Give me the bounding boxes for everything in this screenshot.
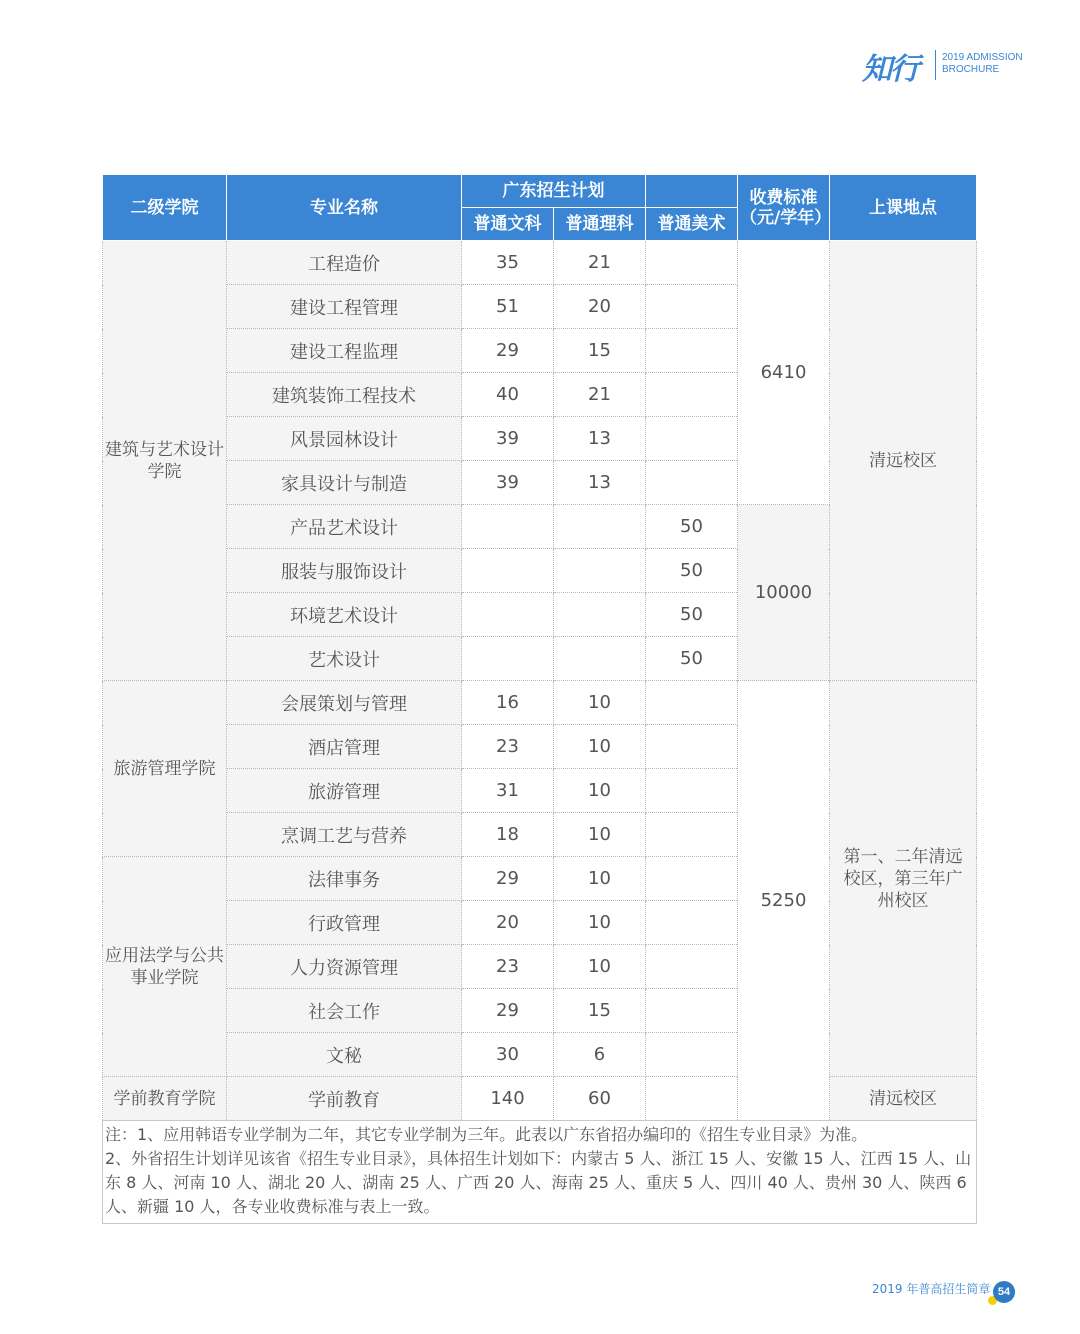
major-cell: 人力资源管理 (227, 945, 462, 989)
brand-logo: 知行 (862, 52, 918, 87)
arts-cell (462, 593, 554, 637)
arts-cell: 18 (462, 813, 554, 857)
page-number-badge: 54 (993, 1281, 1015, 1303)
science-cell: 13 (554, 417, 646, 461)
major-cell: 建设工程监理 (227, 329, 462, 373)
major-cell: 工程造价 (227, 241, 462, 285)
major-cell: 法律事务 (227, 857, 462, 901)
major-cell: 建设工程管理 (227, 285, 462, 329)
major-cell: 文秘 (227, 1033, 462, 1077)
science-cell: 10 (554, 945, 646, 989)
brand-header (862, 44, 1042, 88)
brand-caption (942, 52, 1023, 76)
major-cell: 艺术设计 (227, 637, 462, 681)
location-cell: 清远校区 (830, 1077, 977, 1121)
fine-arts-cell (646, 769, 738, 813)
science-cell: 10 (554, 769, 646, 813)
header-location: 上课地点 (830, 175, 977, 241)
fine-arts-cell (646, 945, 738, 989)
fine-arts-cell (646, 857, 738, 901)
science-cell (554, 593, 646, 637)
science-cell: 13 (554, 461, 646, 505)
brand-line1: 2019 ADMISSION (942, 52, 1023, 63)
arts-cell: 29 (462, 329, 554, 373)
header-major: 专业名称 (227, 175, 462, 241)
location-cell: 清远校区 (830, 241, 977, 681)
footer-title: 2019 年普高招生简章 (872, 1282, 991, 1296)
college-cell: 应用法学与公共事业学院 (103, 857, 227, 1077)
arts-cell (462, 637, 554, 681)
header-fine-arts: 普通美术 (646, 208, 738, 241)
arts-cell: 29 (462, 857, 554, 901)
header-arts: 普通文科 (462, 208, 554, 241)
major-cell: 家具设计与制造 (227, 461, 462, 505)
fine-arts-cell (646, 725, 738, 769)
science-cell: 21 (554, 241, 646, 285)
admission-plan-table (102, 174, 977, 1224)
science-cell: 15 (554, 989, 646, 1033)
fine-arts-cell: 50 (646, 637, 738, 681)
fine-arts-cell (646, 461, 738, 505)
arts-cell: 39 (462, 461, 554, 505)
science-cell: 6 (554, 1033, 646, 1077)
fine-arts-cell (646, 989, 738, 1033)
science-cell: 15 (554, 329, 646, 373)
header-plan-blank (646, 175, 738, 208)
arts-cell: 31 (462, 769, 554, 813)
table-row (103, 681, 977, 725)
science-cell: 60 (554, 1077, 646, 1121)
header-fee: 收费标准（元/学年） (738, 175, 830, 241)
major-cell: 风景园林设计 (227, 417, 462, 461)
science-cell: 10 (554, 901, 646, 945)
fee-cell: 5250 (738, 681, 830, 1121)
fine-arts-cell (646, 1033, 738, 1077)
science-cell (554, 505, 646, 549)
fee-cell: 10000 (738, 505, 830, 681)
major-cell: 会展策划与管理 (227, 681, 462, 725)
arts-cell: 140 (462, 1077, 554, 1121)
fee-cell: 6410 (738, 241, 830, 505)
fine-arts-cell (646, 241, 738, 285)
college-cell: 建筑与艺术设计学院 (103, 241, 227, 681)
major-cell: 服装与服饰设计 (227, 549, 462, 593)
arts-cell: 20 (462, 901, 554, 945)
major-cell: 烹调工艺与营养 (227, 813, 462, 857)
fine-arts-cell (646, 373, 738, 417)
arts-cell: 23 (462, 945, 554, 989)
arts-cell: 29 (462, 989, 554, 1033)
table-note: 注：1、应用韩语专业学制为二年，其它专业学制为三年。此表以广东省招办编印的《招生专业目录》为准。 2、外省招生计划详见该省《招生专业目录》，具体招生计划如下：内蒙古 5 人、浙江 15 人、安徽 15 人、江西 15 人、山东 8 人、河南 10 人、湖北 20 人、湖南 25 人、广西 20 人、海南 25 人、重庆 5 人、四川 40 人、贵州 30 人、陕西 6 人、新疆 10 人，各专业收费标准与表上一致。 (103, 1121, 977, 1224)
table-row (103, 241, 977, 285)
arts-cell: 39 (462, 417, 554, 461)
arts-cell: 51 (462, 285, 554, 329)
fine-arts-cell: 50 (646, 505, 738, 549)
arts-cell (462, 549, 554, 593)
arts-cell: 23 (462, 725, 554, 769)
science-cell: 20 (554, 285, 646, 329)
header-plan-group: 广东招生计划 (462, 175, 646, 208)
fine-arts-cell (646, 417, 738, 461)
science-cell (554, 637, 646, 681)
fine-arts-cell (646, 285, 738, 329)
arts-cell (462, 505, 554, 549)
science-cell: 10 (554, 725, 646, 769)
arts-cell: 40 (462, 373, 554, 417)
fine-arts-cell (646, 901, 738, 945)
arts-cell: 30 (462, 1033, 554, 1077)
major-cell: 建筑装饰工程技术 (227, 373, 462, 417)
arts-cell: 16 (462, 681, 554, 725)
brand-line2: BROCHURE (942, 64, 1000, 75)
major-cell: 环境艺术设计 (227, 593, 462, 637)
major-cell: 行政管理 (227, 901, 462, 945)
table-row (103, 1077, 977, 1121)
major-cell: 社会工作 (227, 989, 462, 1033)
major-cell: 旅游管理 (227, 769, 462, 813)
major-cell: 学前教育 (227, 1077, 462, 1121)
science-cell: 10 (554, 857, 646, 901)
fine-arts-cell: 50 (646, 549, 738, 593)
fine-arts-cell (646, 681, 738, 725)
science-cell: 21 (554, 373, 646, 417)
fine-arts-cell (646, 813, 738, 857)
arts-cell: 35 (462, 241, 554, 285)
note-row (103, 1121, 977, 1224)
location-cell: 第一、二年清远校区，第三年广州校区 (830, 681, 977, 1077)
science-cell: 10 (554, 681, 646, 725)
science-cell (554, 549, 646, 593)
college-cell: 旅游管理学院 (103, 681, 227, 857)
science-cell: 10 (554, 813, 646, 857)
brand-divider (935, 50, 936, 80)
major-cell: 产品艺术设计 (227, 505, 462, 549)
fine-arts-cell (646, 329, 738, 373)
major-cell: 酒店管理 (227, 725, 462, 769)
header-college: 二级学院 (103, 175, 227, 241)
college-cell: 学前教育学院 (103, 1077, 227, 1121)
header-row (103, 175, 977, 208)
fine-arts-cell: 50 (646, 593, 738, 637)
fine-arts-cell (646, 1077, 738, 1121)
header-science: 普通理科 (554, 208, 646, 241)
